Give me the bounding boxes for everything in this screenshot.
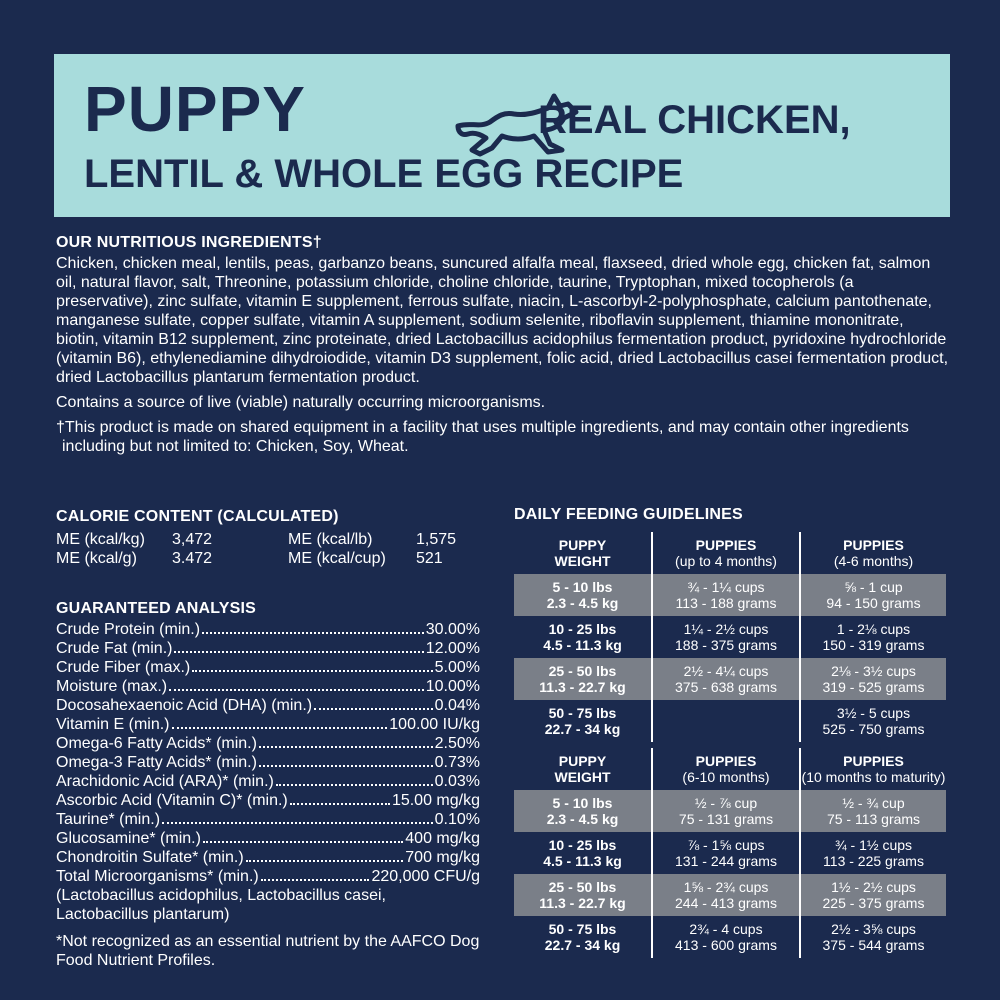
nutrient-value: 10.00% — [425, 678, 480, 695]
cell-line-2: 225 - 375 grams — [822, 895, 925, 911]
calorie-value: 3.472 — [172, 550, 213, 567]
guaranteed-row — [56, 753, 480, 772]
ingredients-note: Contains a source of live (viable) naturally occurring microorganisms. — [56, 394, 546, 411]
header-line1: REAL CHICKEN, — [538, 98, 851, 142]
feeding-row — [514, 874, 946, 916]
header-sub: (10 months to maturity) — [801, 769, 946, 785]
nutrient-label: Total Microorganisms* (min.) — [56, 868, 259, 885]
feeding-row — [514, 574, 946, 616]
cell-line-2: 375 - 544 grams — [822, 937, 925, 953]
calorie-value: 521 — [416, 550, 443, 567]
cell-line-2: 150 - 319 grams — [822, 637, 925, 653]
cell-line-1: 50 - 75 lbs — [548, 921, 617, 937]
dot-leader — [246, 860, 404, 862]
ingredients-title: OUR NUTRITIOUS INGREDIENTS† — [56, 234, 322, 251]
feeding-row — [514, 658, 946, 700]
nutrient-label: Glucosamine* (min.) — [56, 830, 201, 847]
dot-leader — [192, 670, 432, 672]
header-main: PUPPY — [558, 753, 607, 769]
calorie-label: ME (kcal/cup) — [288, 550, 386, 567]
dot-leader — [259, 765, 433, 767]
cell-line-1: 2½ - 4¼ cups — [683, 663, 769, 679]
amount-cell — [652, 874, 800, 916]
guaranteed-row — [56, 715, 480, 734]
cell-line-1: ½ - ⅞ cup — [694, 795, 758, 811]
nutrient-value: 100.00 IU/kg — [389, 716, 480, 733]
nutrient-value: 0.04% — [434, 697, 480, 714]
nutrient-value: 0.73% — [434, 754, 480, 771]
cell-line-2: 375 - 638 grams — [675, 679, 777, 695]
cell-line-2: 75 - 131 grams — [678, 811, 774, 827]
header-main: PUPPY — [558, 537, 607, 553]
feeding-header-cell — [514, 748, 652, 790]
cell-line-1: 2⅛ - 3½ cups — [831, 663, 916, 679]
weight-cell — [514, 658, 652, 700]
guaranteed-row — [56, 639, 480, 658]
cell-line-1: 2¾ - 4 cups — [689, 921, 763, 937]
guaranteed-row — [56, 734, 480, 753]
amount-cell — [800, 616, 946, 658]
feeding-header-row — [514, 532, 946, 574]
amount-cell — [652, 658, 800, 700]
cell-line-1: 1½ - 2½ cups — [831, 879, 916, 895]
amount-cell — [800, 574, 946, 616]
nutrient-label: Taurine* (min.) — [56, 811, 161, 828]
amount-cell — [652, 700, 800, 742]
guaranteed-row — [56, 658, 480, 677]
guaranteed-note: *Not recognized as an essential nutrient by the AAFCO Dog Food Nutrient Profiles. — [56, 933, 480, 969]
header-main: PUPPIES — [843, 753, 904, 769]
nutrient-value: 2.50% — [434, 735, 480, 752]
feeding-header-cell — [652, 532, 800, 574]
cell-line-2: 4.5 - 11.3 kg — [543, 853, 622, 869]
amount-cell — [800, 790, 946, 832]
feeding-title: DAILY FEEDING GUIDELINES — [514, 506, 743, 523]
dot-leader — [261, 879, 370, 881]
calorie-value: 1,575 — [416, 531, 457, 548]
cell-line-1: ½ - ¾ cup — [842, 795, 905, 811]
amount-cell — [652, 616, 800, 658]
header-line2: LENTIL & WHOLE EGG RECIPE — [84, 152, 684, 196]
nutrient-label: Crude Fat (min.) — [56, 640, 173, 657]
dot-leader — [172, 727, 388, 729]
amount-cell — [800, 658, 946, 700]
guaranteed-analysis-section — [56, 600, 480, 970]
amount-cell — [652, 916, 800, 958]
guaranteed-row — [56, 867, 480, 886]
feeding-row — [514, 616, 946, 658]
cell-line-1: ¾ - 1¼ cups — [687, 579, 765, 595]
dot-leader — [162, 822, 433, 824]
header-sub: WEIGHT — [554, 553, 611, 569]
weight-cell — [514, 616, 652, 658]
dot-leader — [276, 784, 433, 786]
weight-cell — [514, 916, 652, 958]
header-sub: (4-6 months) — [833, 553, 914, 569]
weight-cell — [514, 832, 652, 874]
cell-line-2: 113 - 225 grams — [823, 853, 924, 869]
calorie-label: ME (kcal/kg) — [56, 531, 145, 548]
cell-line-2: 22.7 - 34 kg — [544, 937, 621, 953]
weight-cell — [514, 790, 652, 832]
amount-cell — [652, 790, 800, 832]
nutrient-value: 12.00% — [425, 640, 480, 657]
guaranteed-row — [56, 772, 480, 791]
cell-line-2: 131 - 244 grams — [675, 853, 777, 869]
nutrient-label: Ascorbic Acid (Vitamin C)* (min.) — [56, 792, 288, 809]
dot-leader — [290, 803, 390, 805]
guaranteed-row — [56, 696, 480, 715]
feeding-table — [514, 532, 946, 958]
header-sub: WEIGHT — [554, 769, 611, 785]
nutrient-label: Docosahexaenoic Acid (DHA) (min.) — [56, 697, 313, 714]
feeding-row — [514, 700, 946, 742]
cell-line-2: 244 - 413 grams — [675, 895, 777, 911]
ingredients-footnote: †This product is made on shared equipment in a facility that uses multiple ingredients, and may contain other ingredients including but not limited to: Chicken, Soy, Wheat. — [56, 419, 909, 455]
dot-leader — [169, 689, 424, 691]
calorie-value: 3,472 — [172, 531, 213, 548]
cell-line-2: 413 - 600 grams — [675, 937, 777, 953]
calorie-section — [56, 508, 496, 568]
cell-line-1: 5 - 10 lbs — [552, 579, 613, 595]
cell-line-2: 75 - 113 grams — [826, 811, 921, 827]
feeding-row — [514, 916, 946, 958]
cell-line-1: 1¼ - 2½ cups — [683, 621, 769, 637]
weight-cell — [514, 700, 652, 742]
cell-line-2: 113 - 188 grams — [675, 595, 777, 611]
cell-line-1: 1 - 2⅛ cups — [836, 621, 911, 637]
cell-line-1: 10 - 25 lbs — [548, 837, 617, 853]
nutrient-label: Crude Fiber (max.) — [56, 659, 191, 676]
nutrient-label: Omega-6 Fatty Acids* (min.) — [56, 735, 257, 752]
cell-line-2: 4.5 - 11.3 kg — [543, 637, 622, 653]
nutrient-value: 400 mg/kg — [405, 830, 480, 847]
weight-cell — [514, 874, 652, 916]
header-main: PUPPIES — [843, 537, 904, 553]
amount-cell — [800, 832, 946, 874]
nutrient-label: Chondroitin Sulfate* (min.) — [56, 849, 244, 866]
cell-line-2: 11.3 - 22.7 kg — [539, 895, 626, 911]
feeding-header-cell — [800, 748, 946, 790]
header-main: PUPPIES — [695, 753, 757, 769]
dot-leader — [314, 708, 433, 710]
nutrient-value: 220,000 CFU/g — [371, 868, 480, 885]
cell-line-1: 1⅝ - 2¾ cups — [683, 879, 769, 895]
cell-line-2: 11.3 - 22.7 kg — [539, 679, 626, 695]
dot-leader — [202, 632, 424, 634]
dot-leader — [174, 651, 423, 653]
cell-line-1: 10 - 25 lbs — [548, 621, 617, 637]
feeding-header-row — [514, 748, 946, 790]
cell-line-1: ⅝ - 1 cup — [844, 579, 903, 595]
guaranteed-row — [56, 791, 480, 810]
nutrient-value: 0.03% — [434, 773, 480, 790]
nutrient-value: 30.00% — [425, 621, 480, 638]
nutrient-value: 700 mg/kg — [405, 849, 480, 866]
feeding-header-cell — [800, 532, 946, 574]
cell-line-2: 22.7 - 34 kg — [544, 721, 621, 737]
header-sub: (6-10 months) — [682, 769, 770, 785]
dot-leader — [203, 841, 403, 843]
feeding-header-cell — [652, 748, 800, 790]
guaranteed-row — [56, 829, 480, 848]
guaranteed-extra-2: Lactobacillus plantarum) — [56, 906, 230, 923]
cell-line-1: 50 - 75 lbs — [548, 705, 617, 721]
cell-line-2: 94 - 150 grams — [826, 595, 921, 611]
feeding-row — [514, 790, 946, 832]
nutrient-label: Crude Protein (min.) — [56, 621, 201, 638]
amount-cell — [800, 874, 946, 916]
guaranteed-row — [56, 677, 480, 696]
cell-line-1: ⅞ - 1⅝ cups — [687, 837, 765, 853]
guaranteed-row — [56, 620, 480, 639]
calorie-label: ME (kcal/lb) — [288, 531, 373, 548]
feeding-row — [514, 832, 946, 874]
nutrient-value: 0.10% — [434, 811, 480, 828]
ingredients-section — [56, 234, 948, 456]
dot-leader — [259, 746, 433, 748]
feeding-section — [514, 506, 950, 958]
nutrient-value: 5.00% — [434, 659, 480, 676]
calorie-title: CALORIE CONTENT (CALCULATED) — [56, 508, 339, 525]
header-puppy: PUPPY — [84, 73, 306, 145]
nutrient-label: Omega-3 Fatty Acids* (min.) — [56, 754, 257, 771]
feeding-header-cell — [514, 532, 652, 574]
cell-line-2: 525 - 750 grams — [822, 721, 925, 737]
nutrient-value: 15.00 mg/kg — [391, 792, 480, 809]
ingredients-body: Chicken, chicken meal, lentils, peas, garbanzo beans, suncured alfalfa meal, flaxseed, dried whole egg, chicken fat, salmon oil, natural flavor, salt, Threonine, potassium chloride, choline chloride, taurine, Tryptophan, mixed tocopherols (a preservative), zinc sulfate, vitamin E supplement, ferrous sulfate, niacin, L-ascorbyl-2-polyphosphate, calcium pantothenate, manganese sulfate, copper sulfate, vitamin A supplement, sodium selenite, riboflavin supplement, thiamine mononitrate, biotin, vitamin B12 supplement, zinc proteinate, dried Lactobacillus acidophilus fermentation product, pyridoxine hydrochloride (vitamin B6), ethylenediamine dihydroiodide, vitamin D3 supplement, folic acid, dried Lactobacillus casei fermentation product, dried Lactobacillus plantarum fermentation product. — [56, 255, 949, 386]
calorie-grid — [56, 530, 496, 568]
amount-cell — [652, 832, 800, 874]
cell-line-1: 25 - 50 lbs — [548, 879, 617, 895]
cell-line-1: 25 - 50 lbs — [548, 663, 617, 679]
guaranteed-extra-1: (Lactobacillus acidophilus, Lactobacillus casei, — [56, 887, 386, 904]
cell-line-2: 2.3 - 4.5 kg — [546, 811, 619, 827]
cell-line-2: 2.3 - 4.5 kg — [546, 595, 619, 611]
amount-cell — [652, 574, 800, 616]
nutrient-label: Moisture (max.) — [56, 678, 168, 695]
cell-line-1: 2½ - 3⅝ cups — [831, 921, 916, 937]
weight-cell — [514, 574, 652, 616]
cell-line-1: ¾ - 1½ cups — [834, 837, 913, 853]
calorie-label: ME (kcal/g) — [56, 550, 137, 567]
amount-cell — [800, 916, 946, 958]
amount-cell — [800, 700, 946, 742]
guaranteed-title: GUARANTEED ANALYSIS — [56, 600, 256, 617]
header-sub: (up to 4 months) — [675, 553, 777, 569]
guaranteed-rows — [56, 620, 480, 886]
cell-line-2: 188 - 375 grams — [675, 637, 777, 653]
guaranteed-row — [56, 848, 480, 867]
guaranteed-row — [56, 810, 480, 829]
header-banner — [54, 54, 950, 217]
cell-line-1: 3½ - 5 cups — [836, 705, 911, 721]
nutrient-label: Vitamin E (min.) — [56, 716, 170, 733]
nutrient-label: Arachidonic Acid (ARA)* (min.) — [56, 773, 274, 790]
cell-line-2: 319 - 525 grams — [822, 679, 925, 695]
header-main: PUPPIES — [695, 537, 757, 553]
cell-line-1: 5 - 10 lbs — [552, 795, 613, 811]
